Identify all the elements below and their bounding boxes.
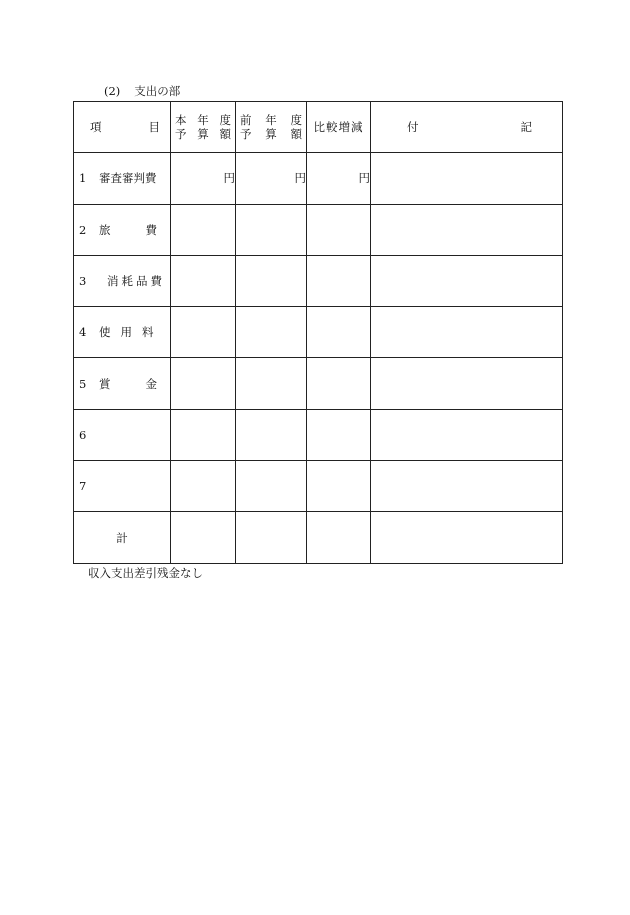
- footnote: 収入支出差引残金なし: [88, 566, 203, 580]
- item-cell: [74, 255, 171, 306]
- total-row: [74, 512, 563, 563]
- item-cell: [74, 204, 171, 255]
- notes-cell: [371, 512, 563, 563]
- item-number: 5: [79, 376, 87, 391]
- difference-cell: [307, 307, 371, 358]
- notes-cell: [371, 153, 563, 204]
- item-number: 2: [79, 222, 87, 237]
- previous-budget-cell: [236, 153, 307, 204]
- current-budget-cell: [171, 358, 236, 409]
- notes-cell: [371, 204, 563, 255]
- item-cell: [74, 409, 171, 460]
- unit-label: 円: [358, 171, 370, 186]
- header-item: 項 目: [74, 102, 171, 153]
- table-row: [74, 255, 563, 306]
- difference-cell: [307, 255, 371, 306]
- current-budget-cell: [171, 204, 236, 255]
- previous-budget-cell: [236, 409, 307, 460]
- previous-budget-cell: [236, 307, 307, 358]
- difference-cell: [307, 204, 371, 255]
- header-difference: 比較増減: [307, 102, 371, 153]
- item-cell: [74, 153, 171, 204]
- previous-budget-cell: [236, 358, 307, 409]
- header-row: [74, 102, 563, 153]
- notes-cell: [371, 358, 563, 409]
- difference-cell: [307, 358, 371, 409]
- expenditure-table: [73, 101, 563, 564]
- current-budget-cell: [171, 461, 236, 512]
- section-heading: [104, 84, 180, 98]
- difference-cell: [307, 409, 371, 460]
- item-cell: [74, 461, 171, 512]
- current-budget-cell: [171, 512, 236, 563]
- item-number: 3: [79, 274, 87, 289]
- header-current-budget: 本 年 度 予 算 額: [171, 102, 236, 153]
- item-number: 1: [79, 171, 87, 186]
- item-cell: [74, 358, 171, 409]
- current-budget-cell: [171, 255, 236, 306]
- difference-cell: [307, 461, 371, 512]
- total-label-cell: [74, 512, 171, 563]
- item-name: 消耗品費: [107, 274, 165, 289]
- current-budget-cell: [171, 409, 236, 460]
- item-name: 賞 金: [99, 376, 157, 391]
- previous-budget-cell: [236, 512, 307, 563]
- item-number: 6: [79, 427, 87, 442]
- item-number: 7: [79, 479, 87, 494]
- notes-cell: [371, 255, 563, 306]
- difference-cell: [307, 153, 371, 204]
- table-row: [74, 358, 563, 409]
- total-label: 計: [116, 530, 128, 545]
- item-number: 4: [79, 325, 87, 340]
- table-row: [74, 153, 563, 204]
- difference-cell: [307, 512, 371, 563]
- notes-cell: [371, 307, 563, 358]
- table-row: [74, 307, 563, 358]
- previous-budget-cell: [236, 461, 307, 512]
- unit-label: 円: [223, 171, 235, 186]
- section-title: 支出の部: [134, 84, 181, 98]
- notes-cell: [371, 409, 563, 460]
- current-budget-cell: [171, 307, 236, 358]
- table-row: [74, 204, 563, 255]
- item-name: 使用料: [99, 325, 164, 340]
- item-name: 審査審判費: [99, 171, 157, 186]
- previous-budget-cell: [236, 255, 307, 306]
- table-row: [74, 409, 563, 460]
- section-number: (2): [104, 84, 121, 98]
- notes-cell: [371, 461, 563, 512]
- unit-label: 円: [294, 171, 306, 186]
- header-previous-budget: 前 年 度 予 算 額: [236, 102, 307, 153]
- current-budget-cell: [171, 153, 236, 204]
- item-cell: [74, 307, 171, 358]
- table-row: [74, 461, 563, 512]
- header-notes: 付 記: [371, 102, 563, 153]
- previous-budget-cell: [236, 204, 307, 255]
- item-name: 旅 費: [99, 222, 157, 237]
